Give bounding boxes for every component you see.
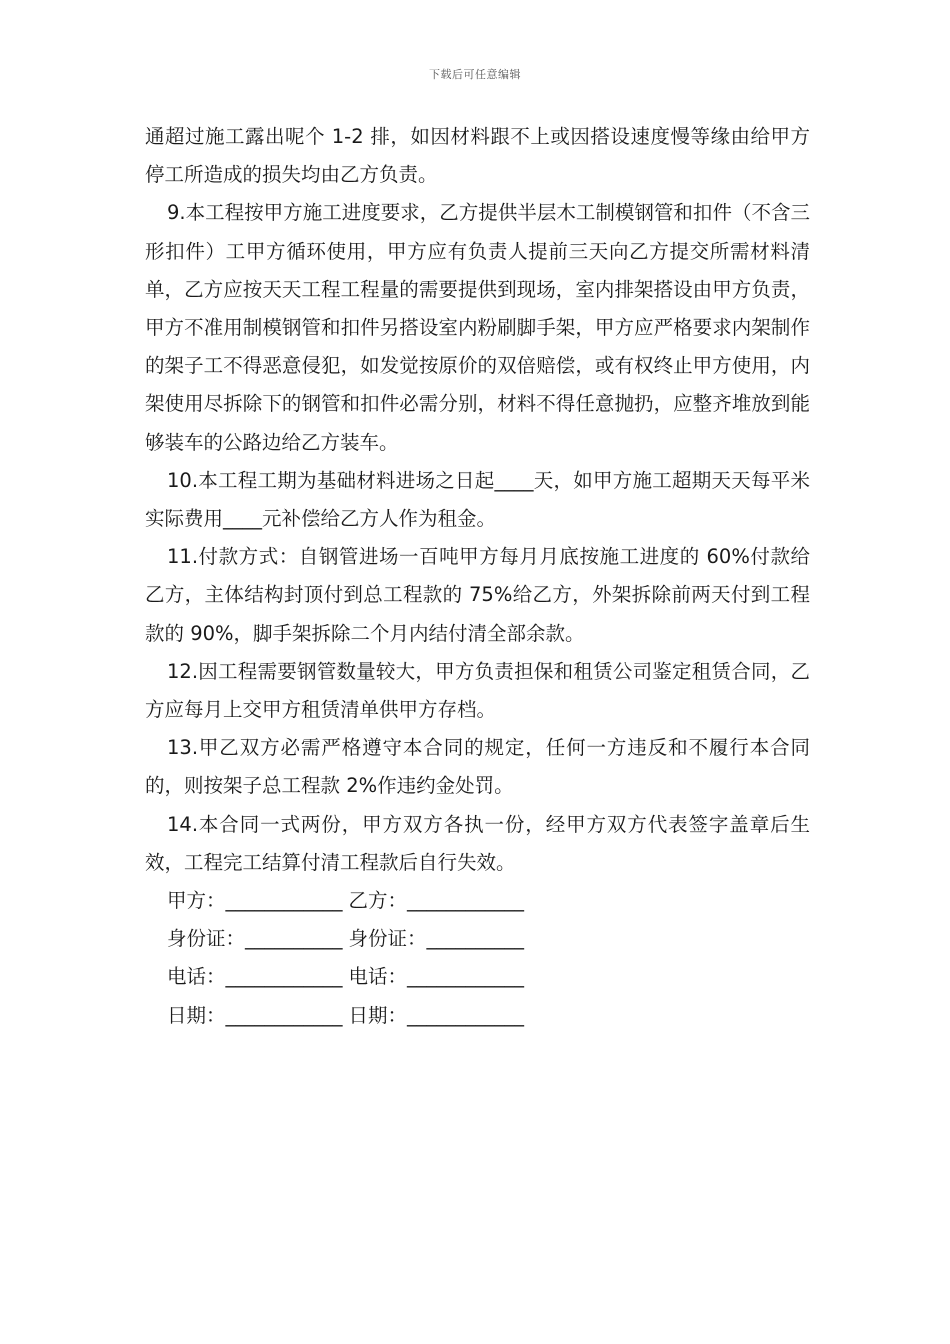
party-a-phone-field: 电话：____________ [167, 965, 343, 989]
clause-13: 13.甲乙双方必需严格遵守本合同的规定，任何一方违反和不履行本合同的，则按架子总工程款 2%作违约金处罚。 [145, 736, 810, 798]
party-a-date-field: 日期：____________ [167, 1003, 343, 1027]
party-a-field: 甲方：____________ [167, 889, 343, 913]
signature-row-phone [145, 958, 810, 996]
paragraph-continued: 通超过施工露出呢个 1-2 排，如因材料跟不上或因搭设速度慢等缘由给甲方停工所造成的损失均由乙方负责。 [145, 125, 810, 187]
party-b-field: 乙方：____________ [348, 889, 525, 913]
signature-block [145, 882, 810, 1035]
party-b-id-field: 身份证：__________ [348, 927, 525, 951]
clause-10: 10.本工程工期为基础材料进场之日起____天，如甲方施工超期天天每平米实际费用____元补偿给乙方人作为租金。 [145, 468, 810, 531]
party-b-date-field: 日期：____________ [348, 1003, 525, 1027]
party-a-id-field: 身份证：__________ [167, 927, 343, 951]
document-body [145, 118, 810, 1035]
signature-row-party [145, 882, 810, 920]
clause-11: 11.付款方式：自钢管进场一百吨甲方每月月底按施工进度的 60%付款给乙方，主体结构封顶付到总工程款的 75%给乙方，外架拆除前两天付到工程款的 90%，脚手架拆除二个月内结付清全部余款。 [145, 545, 810, 645]
clause-14: 14.本合同一式两份，甲方双方各执一份，经甲方双方代表签字盖章后生效，工程完工结算付清工程款后自行失效。 [145, 812, 810, 874]
clause-12: 12.因工程需要钢管数量较大，甲方负责担保和租赁公司鉴定租赁合同，乙方应每月上交甲方租赁清单供甲方存档。 [145, 659, 810, 722]
page-header: 下载后可任意编辑 [429, 68, 521, 81]
signature-row-id [145, 920, 810, 958]
clause-9: 9.本工程按甲方施工进度要求，乙方提供半层木工制模钢管和扣件（不含三形扣件）工甲方循环使用，甲方应有负责人提前三天向乙方提交所需材料清单，乙方应按天天工程工程量的需要提供到现场，室内排架搭设由甲方负责，甲方不准用制模钢管和扣件另搭设室内粉刷脚手架，甲方应严格要求内架制作的架子工不得恶意侵犯，如发觉按原价的双倍赔偿，或有权终止甲方使用，内架使用尽拆除下的钢管和扣件必需分别，材料不得任意抛扔，应整齐堆放到能够装车的公路边给乙方装车。 [145, 201, 810, 454]
signature-row-date [145, 997, 810, 1035]
party-b-phone-field: 电话：____________ [348, 965, 525, 989]
